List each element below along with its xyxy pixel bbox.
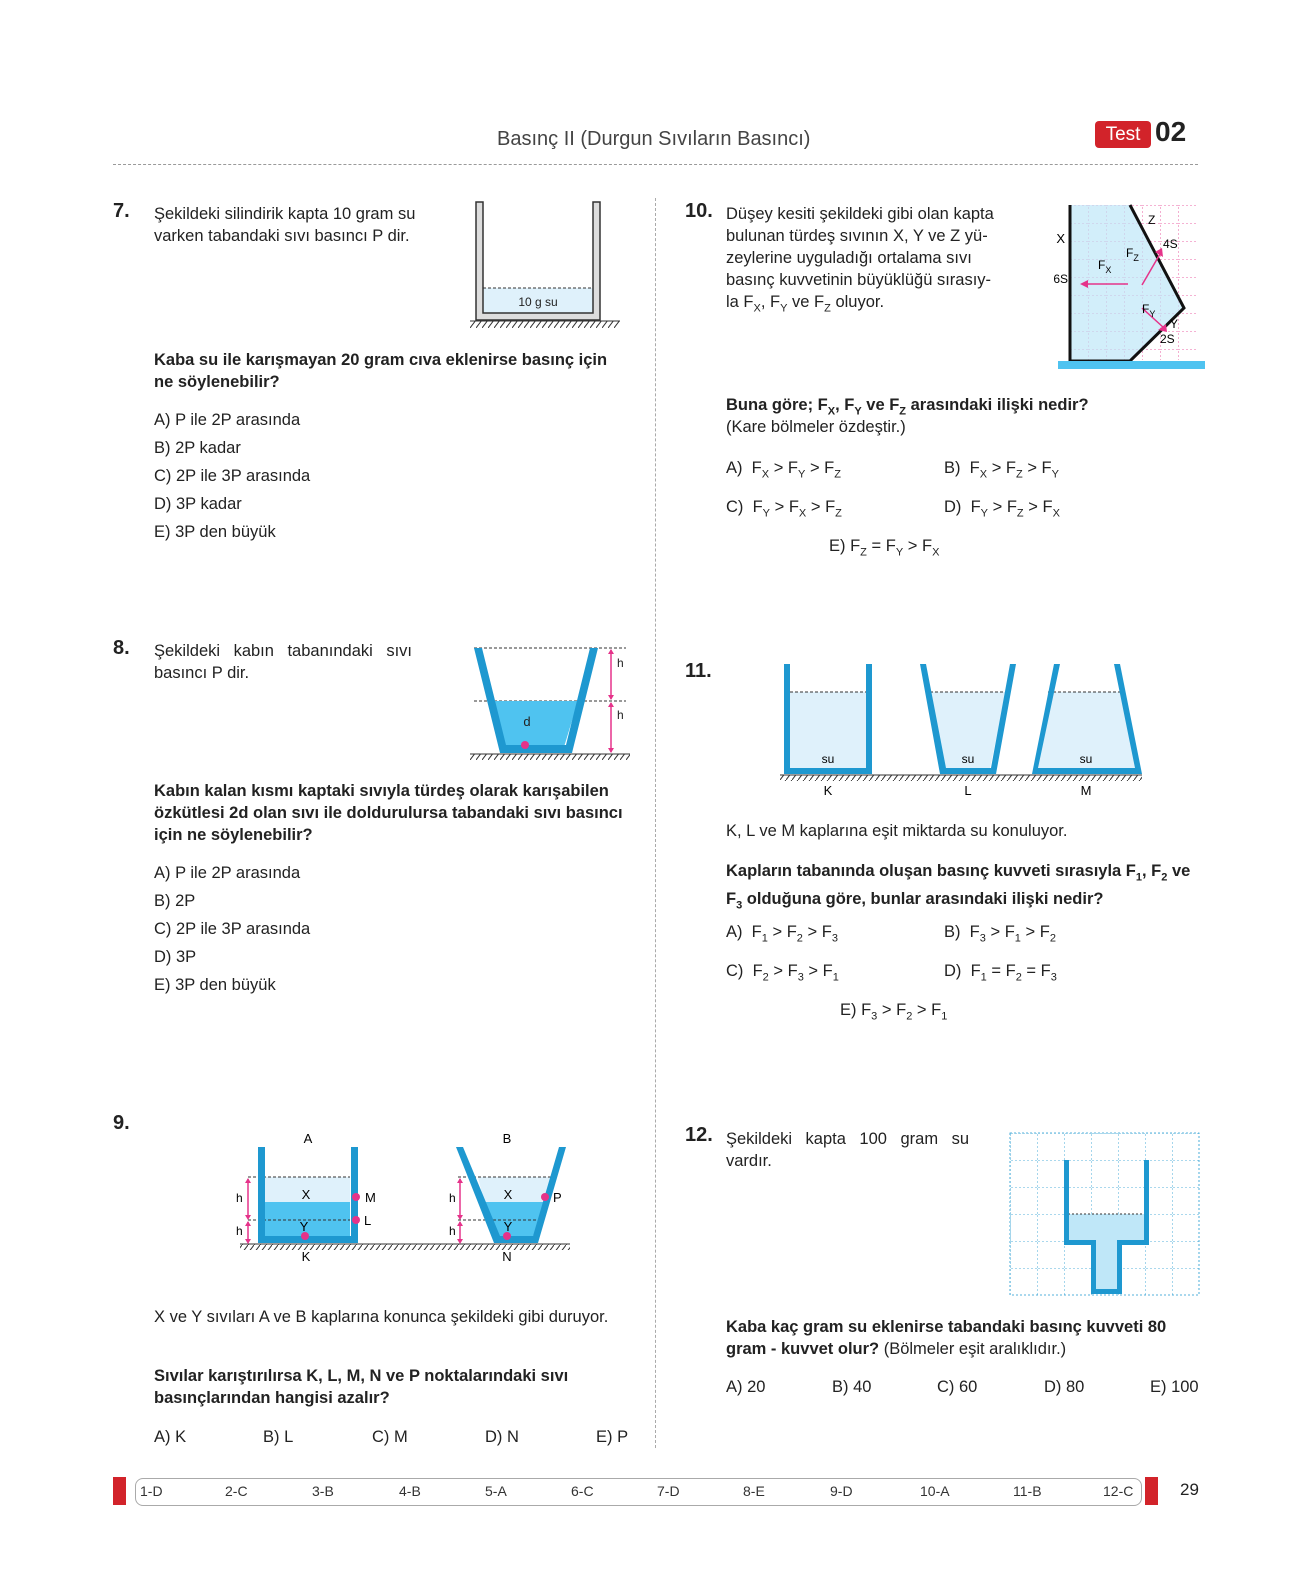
q10-label-y: Y xyxy=(1170,317,1179,331)
q8-option-e[interactable]: E) 3P den büyük xyxy=(154,976,276,994)
page-number: 29 xyxy=(1180,1480,1199,1499)
answer-12: 12-C xyxy=(1103,1483,1134,1499)
q9-number: 9. xyxy=(113,1112,130,1134)
q9-option-c[interactable]: C) M xyxy=(372,1428,408,1446)
q12-option-e[interactable]: E) 100 xyxy=(1150,1378,1199,1396)
q11-figure xyxy=(780,660,1160,795)
q8-liquid xyxy=(494,701,578,747)
q7-water-label: 10 g su xyxy=(518,295,558,309)
q8-stem: Şekildeki kabın tabanındaki sıvı basıncı P dir. xyxy=(154,642,412,682)
q10-option-a[interactable]: A) $F_X > F_Y > F_Z$ xyxy=(726,459,841,481)
q7-option-d[interactable]: D) 3P kadar xyxy=(154,495,242,513)
q12-option-d[interactable]: D) 80 xyxy=(1044,1378,1085,1396)
q7-stem: Şekildeki silindirik kapta 10 gram su varken tabandaki sıvı basıncı P dir. xyxy=(154,205,416,245)
q8-h-lower: h xyxy=(617,708,624,722)
q11-option-b[interactable]: B) $F_3 > F_1 > F_2$ xyxy=(944,923,1056,945)
q10-label-x: X xyxy=(1056,231,1065,246)
q10-stem-line-2: bulunan türdeş sıvının X, Y ve Z yü- xyxy=(726,227,988,245)
q10-option-c[interactable]: C) $F_Y > F_X > F_Z$ xyxy=(726,498,842,520)
q9-point-l xyxy=(352,1216,360,1224)
q9-stem: X ve Y sıvıları A ve B kaplarına konunca şekildeki gibi duruyor. xyxy=(154,1308,609,1326)
header-divider xyxy=(113,164,1198,165)
q10-label-2s: 2S xyxy=(1160,332,1175,346)
q12-number: 12. xyxy=(685,1124,713,1146)
q12-figure xyxy=(1005,1128,1205,1303)
answer-4: 4-B xyxy=(399,1483,421,1499)
answer-7: 7-D xyxy=(657,1483,680,1499)
q11-option-e[interactable]: E) $F_3 > F_2 > F_1$ xyxy=(840,1001,948,1023)
answer-9: 9-D xyxy=(830,1483,853,1499)
q8-base-point xyxy=(521,741,529,749)
q11-label-l: L xyxy=(964,783,972,795)
q12-option-b[interactable]: B) 40 xyxy=(832,1378,872,1396)
q12-stem: Şekildeki kapta 100 gram su vardır. xyxy=(726,1130,969,1170)
q10-label-fz: $F_Z$ xyxy=(1126,246,1139,263)
q8-d-label: d xyxy=(523,714,531,729)
q9-label-p: P xyxy=(553,1190,562,1205)
q8-option-d[interactable]: D) 3P xyxy=(154,948,197,966)
q10-stem-line-1: Düşey kesiti şekildeki gibi olan kapta xyxy=(726,205,994,223)
q12-option-a[interactable]: A) 20 xyxy=(726,1378,766,1396)
answer-3: 3-B xyxy=(312,1483,334,1499)
answer-1: 1-D xyxy=(140,1483,163,1499)
q9-h-a-lower: h xyxy=(236,1224,243,1238)
test-badge: Test xyxy=(1095,121,1151,148)
column-divider xyxy=(655,198,656,1448)
answer-2: 2-C xyxy=(225,1483,248,1499)
q9-h-a-upper: h xyxy=(236,1191,243,1205)
answer-6: 6-C xyxy=(571,1483,594,1499)
q9-option-a[interactable]: A) K xyxy=(154,1428,187,1446)
q8-option-b[interactable]: B) 2P xyxy=(154,892,196,910)
q9-label-l: L xyxy=(364,1213,372,1228)
q9-option-e[interactable]: E) P xyxy=(596,1428,629,1446)
q9-label-x-a: X xyxy=(301,1187,311,1202)
q9-label-x-b: X xyxy=(503,1187,513,1202)
answer-key-bar xyxy=(135,1478,1142,1506)
q7-option-c[interactable]: C) 2P ile 3P arasında xyxy=(154,467,311,485)
q11-number: 11. xyxy=(685,660,712,682)
q9-point-p xyxy=(541,1193,549,1201)
q9-label-y-a: Y xyxy=(299,1219,309,1234)
q10-option-d[interactable]: D) $F_Y > F_Z > F_X$ xyxy=(944,498,1060,520)
q8-number: 8. xyxy=(113,637,130,659)
answer-5: 5-A xyxy=(485,1483,507,1499)
q8-question: Kabın kalan kısmı kaptaki sıvıyla türdeş olarak karışabilen özkütlesi 2d olan sıvı ile doldurulursa tabandaki sıvı basıncı için ne söylenebilir? xyxy=(154,782,623,844)
q11-su-l: su xyxy=(961,752,975,766)
answer-bar-right-marker xyxy=(1145,1477,1158,1505)
q10-question: Buna göre; $F_X$, $F_Y$ ve $F_Z$ arasındaki ilişki nedir? xyxy=(726,396,1089,418)
q9-h-b-upper: h xyxy=(449,1191,456,1205)
q9-label-a: A xyxy=(303,1131,313,1146)
q10-stem-line-5: la $F_X$, $F_Y$ ve $F_Z$ oluyor. xyxy=(726,293,885,315)
q10-label-fx: $F_X$ xyxy=(1098,258,1112,275)
q9-point-m xyxy=(352,1193,360,1201)
answer-10: 10-A xyxy=(920,1483,950,1499)
q10-option-e[interactable]: E) $F_Z = F_Y > F_X$ xyxy=(829,537,940,559)
q7-figure xyxy=(470,200,635,335)
q11-label-m: M xyxy=(1080,783,1092,795)
q9-h-b-lower: h xyxy=(449,1224,456,1238)
q11-question: Kapların tabanında oluşan basınç kuvveti sırasıyla $F_1$, $F_2$ ve $F_3$ olduğuna göre, bunlar arasındaki ilişki nedir? xyxy=(726,862,1191,912)
q9-label-b: B xyxy=(502,1131,512,1146)
test-number: 02 xyxy=(1155,116,1187,147)
q9-question: Sıvılar karıştırılırsa K, L, M, N ve P noktalarındaki sıvı basınçlarından hangisi azalır? xyxy=(154,1367,569,1407)
q12-question: Kaba kaç gram su eklenirse tabandaki basınç kuvveti 80 gram - kuvvet olur? (Bölmeler eşit aralıklıdır.) xyxy=(726,1318,1167,1358)
q7-option-a[interactable]: A) P ile 2P arasında xyxy=(154,411,301,429)
q11-option-c[interactable]: C) $F_2 > F_3 > F_1$ xyxy=(726,962,839,984)
q12-option-c[interactable]: C) 60 xyxy=(937,1378,978,1396)
answer-11: 11-B xyxy=(1013,1483,1042,1499)
q11-stem: K, L ve M kaplarına eşit miktarda su konuluyor. xyxy=(726,822,1068,840)
q7-question: Kaba su ile karışmayan 20 gram cıva eklenirse basınç için ne söylenebilir? xyxy=(154,351,608,391)
q11-su-m: su xyxy=(1079,752,1093,766)
q10-label-4s: 4S xyxy=(1163,237,1178,251)
q11-label-k: K xyxy=(823,783,833,795)
q10-stem xyxy=(726,203,1006,319)
q8-h-upper: h xyxy=(617,656,624,670)
q10-number: 10. xyxy=(685,200,713,222)
q11-option-d[interactable]: D) $F_1 = F_2 = F_3$ xyxy=(944,962,1057,984)
answer-bar-left-marker xyxy=(113,1477,126,1505)
q9-label-m: M xyxy=(365,1190,376,1205)
q7-number: 7. xyxy=(113,200,130,222)
q10-label-fy: $F_Y$ xyxy=(1142,302,1156,319)
q10-label-6s: 6S xyxy=(1053,272,1068,286)
answer-8: 8-E xyxy=(743,1483,765,1499)
q9-option-b[interactable]: B) L xyxy=(263,1428,294,1446)
q10-note: (Kare bölmeler özdeştir.) xyxy=(726,418,906,436)
q10-figure xyxy=(1050,200,1205,375)
q10-stem-line-4: basınç kuvvetinin büyüklüğü sırasıy- xyxy=(726,271,992,289)
q8-option-a[interactable]: A) P ile 2P arasında xyxy=(154,864,301,882)
q8-option-c[interactable]: C) 2P ile 3P arasında xyxy=(154,920,311,938)
q7-option-b[interactable]: B) 2P kadar xyxy=(154,439,241,457)
q11-option-a[interactable]: A) $F_1 > F_2 > F_3$ xyxy=(726,923,838,945)
q10-option-b[interactable]: B) $F_X > F_Z > F_Y$ xyxy=(944,459,1059,481)
q9-label-n: N xyxy=(502,1249,512,1264)
q9-label-y-b: Y xyxy=(503,1219,513,1234)
page-title: Basınç II (Durgun Sıvıların Basıncı) xyxy=(497,128,811,150)
q11-su-k: su xyxy=(821,752,835,766)
q7-option-e[interactable]: E) 3P den büyük xyxy=(154,523,276,541)
q9-option-d[interactable]: D) N xyxy=(485,1428,519,1446)
q9-figure xyxy=(230,1125,570,1285)
q9-label-k: K xyxy=(301,1249,311,1264)
q10-label-z: Z xyxy=(1148,213,1156,227)
q10-stem-line-3: zeylerine uyguladığı ortalama sıvı xyxy=(726,249,972,267)
q8-figure xyxy=(470,640,630,765)
